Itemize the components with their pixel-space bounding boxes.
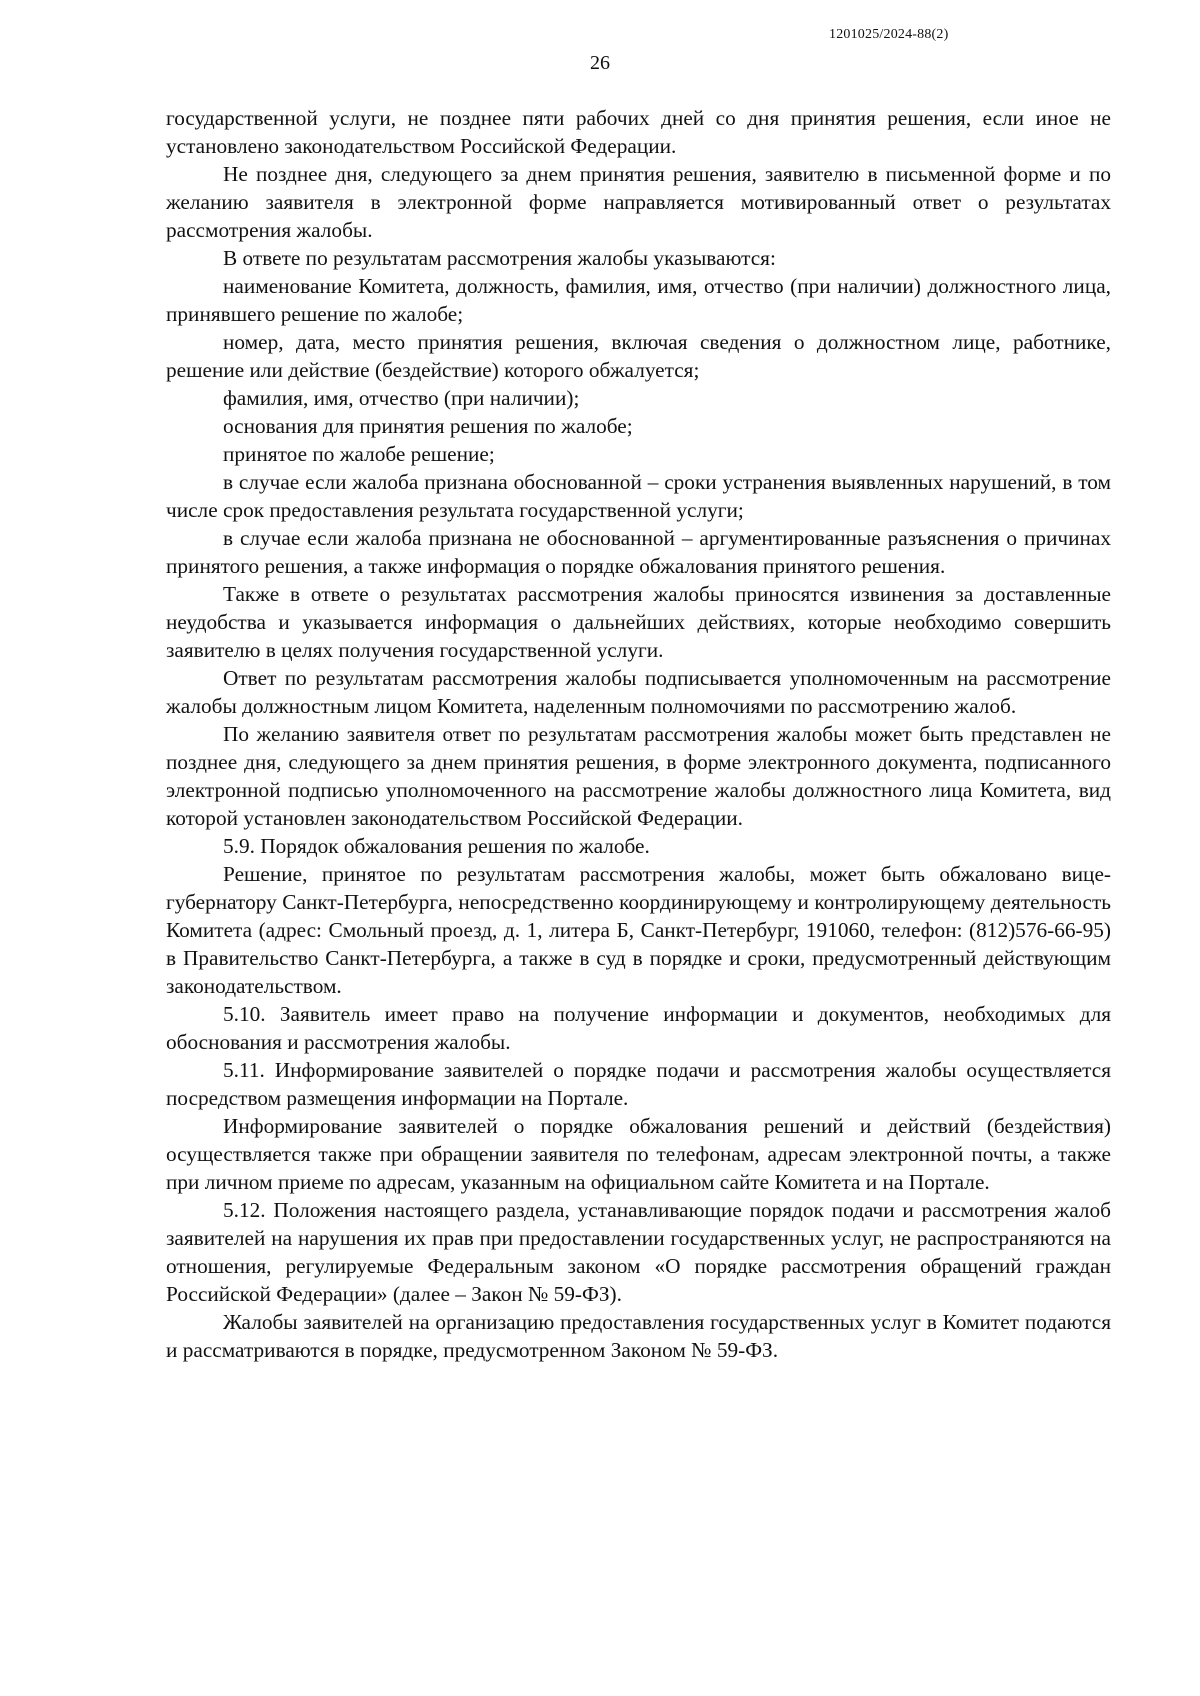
paragraph: Информирование заявителей о порядке обжалования решений и действий (бездействия) осуществляется также при обращении заявителя по телефонам, адресам электронной почты, а также при личном приеме по адресам, указанным на официальном сайте Комитета и на Портале. (166, 1114, 1111, 1194)
paragraph: Не позднее дня, следующего за днем принятия решения, заявителю в письменной форме и по желанию заявителя в электронной форме направляется мотивированный ответ о результатах рассмотрения жалобы. (166, 162, 1111, 242)
document-number: 1201025/2024-88(2) (829, 27, 949, 42)
page-number: 26 (590, 52, 610, 74)
blank-area (166, 1500, 1111, 1620)
document-body (166, 104, 1111, 1364)
paragraph: 5.12. Положения настоящего раздела, устанавливающие порядок подачи и рассмотрения жалоб заявителей на нарушения их прав при предоставлении государственных услуг, не распространяются на отношения, регулируемые Федеральным законом «О порядке рассмотрения обращений граждан Российской Федерации» (далее – Закон № 59-ФЗ). (166, 1198, 1111, 1306)
paragraph: 5.11. Информирование заявителей о порядке подачи и рассмотрения жалобы осуществляется посредством размещения информации на Портале. (166, 1058, 1111, 1110)
paragraph: Решение, принятое по результатам рассмотрения жалобы, может быть обжаловано вице-губернатору Санкт-Петербурга, непосредственно координирующему и контролирующему деятельность Комитета (адрес: Смольный проезд, д. 1, литера Б, Санкт-Петербург, 191060, телефон: (812)576-66-95) в Правительство Санкт-Петербурга, а также в суд в порядке и сроки, предусмотренный действующим законодательством. (166, 862, 1111, 998)
list-item: фамилия, имя, отчество (при наличии); (223, 386, 580, 410)
list-item: номер, дата, место принятия решения, включая сведения о должностном лице, работнике, решение или действие (бездействие) которого обжалуется; (166, 330, 1111, 382)
list-item: в случае если жалоба признана не обоснованной – аргументированные разъяснения о причинах принятого решения, а также информация о порядке обжалования принятого решения. (166, 526, 1111, 578)
section-heading: 5.9. Порядок обжалования решения по жалобе. (223, 834, 650, 858)
list-item: наименование Комитета, должность, фамилия, имя, отчество (при наличии) должностного лица, принявшего решение по жалобе; (166, 274, 1111, 326)
list-item: основания для принятия решения по жалобе; (223, 414, 633, 438)
paragraph: Ответ по результатам рассмотрения жалобы подписывается уполномоченным на рассмотрение жалобы должностным лицом Комитета, наделенным полномочиями по рассмотрению жалоб. (166, 666, 1111, 718)
paragraph: В ответе по результатам рассмотрения жалобы указываются: (223, 246, 776, 270)
paragraph: Жалобы заявителей на организацию предоставления государственных услуг в Комитет подаются и рассматриваются в порядке, предусмотренном Законом № 59-ФЗ. (166, 1310, 1111, 1362)
list-item: в случае если жалоба признана обоснованной – сроки устранения выявленных нарушений, в том числе срок предоставления результата государственной услуги; (166, 470, 1111, 522)
list-item: принятое по жалобе решение; (223, 442, 495, 466)
paragraph: По желанию заявителя ответ по результатам рассмотрения жалобы может быть представлен не позднее дня, следующего за днем принятия решения, в форме электронного документа, подписанного электронной подписью уполномоченного на рассмотрение жалобы должностного лица Комитета, вид которой установлен законодательством Российской Федерации. (166, 722, 1111, 830)
paragraph: 5.10. Заявитель имеет право на получение информации и документов, необходимых для обоснования и рассмотрения жалобы. (166, 1002, 1111, 1054)
paragraph: Также в ответе о результатах рассмотрения жалобы приносятся извинения за доставленные неудобства и указывается информация о дальнейших действиях, которые необходимо совершить заявителю в целях получения государственной услуги. (166, 582, 1111, 662)
paragraph: государственной услуги, не позднее пяти рабочих дней со дня принятия решения, если иное не установлено законодательством Российской Федерации. (166, 106, 1111, 158)
